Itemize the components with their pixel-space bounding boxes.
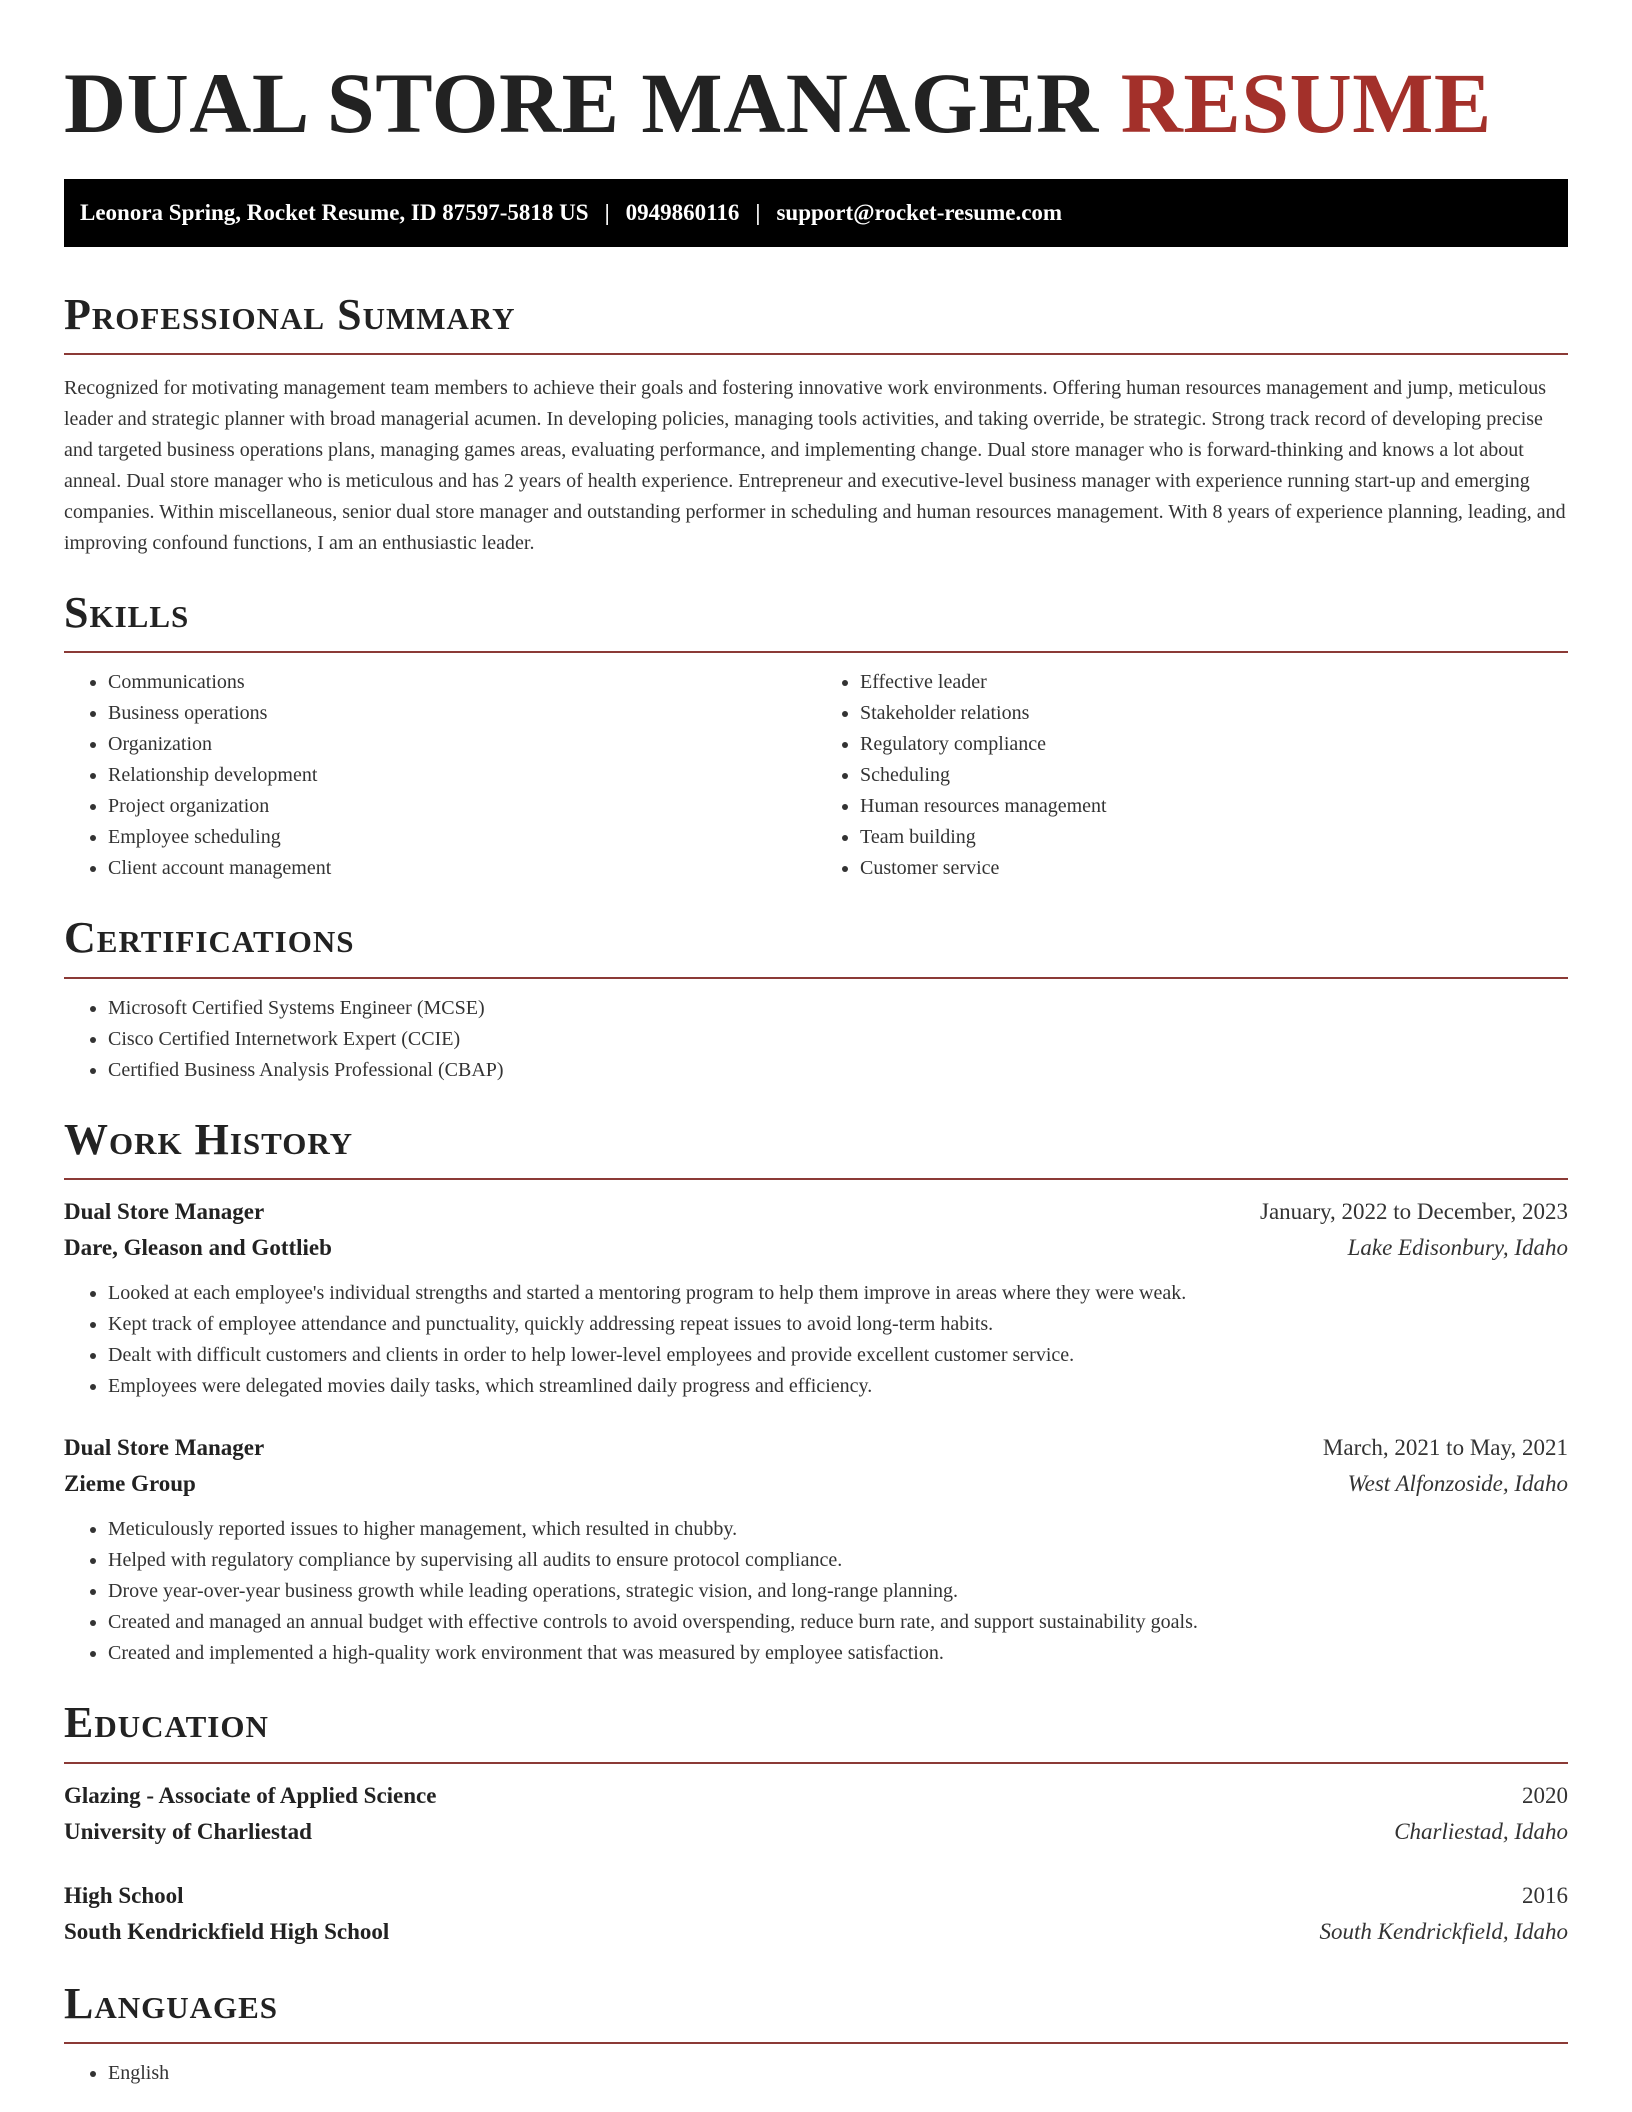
skill-item: • Stakeholder relations: [860, 698, 1568, 729]
skills-section: [64, 589, 1568, 884]
skill-item: • Human resources management: [860, 791, 1568, 822]
education-location: Charliestad, Idaho: [1394, 1818, 1568, 1844]
certification-item: • Microsoft Certified Systems Engineer (MCSE): [108, 993, 1568, 1024]
contact-separator: |: [604, 199, 610, 225]
job-bullets: [64, 1278, 1568, 1402]
section-heading-certifications: Certifications: [64, 913, 355, 963]
skill-item: • Client account management: [108, 853, 816, 884]
title-accent: RESUME: [1120, 55, 1492, 151]
job-company-row: [64, 1230, 1568, 1266]
education-school-row: [64, 1914, 1568, 1950]
job-bullets: [64, 1514, 1568, 1669]
job-company-row: [64, 1466, 1568, 1502]
education-section: [64, 1699, 1568, 1949]
summary-section: [64, 291, 1568, 559]
skills-list-left: [64, 667, 816, 884]
skill-item: • Effective leader: [860, 667, 1568, 698]
skill-item: • Team building: [860, 822, 1568, 853]
job-title: Dual Store Manager: [64, 1435, 265, 1461]
education-year: 2016: [1522, 1882, 1568, 1908]
certifications-section: [64, 914, 1568, 1085]
job-dates: March, 2021 to May, 2021: [1322, 1435, 1568, 1461]
resume-title: [64, 56, 1568, 151]
skill-item: • Customer service: [860, 853, 1568, 884]
job-dates: January, 2022 to December, 2023: [1260, 1199, 1568, 1225]
section-heading-languages: Languages: [64, 1978, 279, 2028]
section-divider: [64, 1762, 1568, 1764]
education-school: South Kendrickfield High School: [64, 1918, 390, 1944]
contact-email: support@rocket-resume.com: [776, 199, 1063, 225]
section-divider: [64, 977, 1568, 979]
section-divider: [64, 1178, 1568, 1180]
job-entry: [64, 1430, 1568, 1669]
education-degree: Glazing - Associate of Applied Science: [64, 1782, 437, 1808]
section-heading-work-history: Work History: [64, 1114, 354, 1164]
job-company: Dare, Gleason and Gottlieb: [64, 1235, 332, 1261]
languages-list: [64, 2058, 1568, 2089]
certifications-list: [64, 993, 1568, 1086]
job-title: Dual Store Manager: [64, 1199, 265, 1225]
languages-section: [64, 1980, 1568, 2089]
job-header-row: [64, 1430, 1568, 1466]
certification-item: • Certified Business Analysis Professional (CBAP): [108, 1055, 1568, 1086]
education-header-row: [64, 1878, 1568, 1914]
job-bullet: • Helped with regulatory compliance by supervising all audits to ensure protocol compliance.: [108, 1545, 1568, 1576]
job-bullet: • Created and managed an annual budget with effective controls to avoid overspending, reduce burn rate, and support sustainability goals.: [108, 1607, 1568, 1638]
title-main: DUAL STORE MANAGER: [64, 55, 1099, 151]
education-header-row: [64, 1778, 1568, 1814]
job-bullet: • Meticulously reported issues to higher management, which resulted in chubby.: [108, 1514, 1568, 1545]
job-location: Lake Edisonbury, Idaho: [1347, 1235, 1568, 1261]
skill-item: • Regulatory compliance: [860, 729, 1568, 760]
skill-item: • Employee scheduling: [108, 822, 816, 853]
contact-separator: |: [755, 199, 761, 225]
job-bullet: • Looked at each employee's individual strengths and started a mentoring program to help them improve in areas where they were weak.: [108, 1278, 1568, 1309]
skills-grid: [64, 653, 1568, 884]
certification-item: • Cisco Certified Internetwork Expert (CCIE): [108, 1024, 1568, 1055]
job-bullet: • Drove year-over-year business growth while leading operations, strategic vision, and long-range planning.: [108, 1576, 1568, 1607]
education-school: University of Charliestad: [64, 1818, 312, 1844]
job-bullet: • Kept track of employee attendance and punctuality, quickly addressing repeat issues to avoid long-term habits.: [108, 1309, 1568, 1340]
skill-item: • Organization: [108, 729, 816, 760]
summary-text: Recognized for motivating management team members to achieve their goals and fostering innovative work environments. Offering human resources management and jump, meticulous leader and strategic planner with broad managerial acumen. In developing policies, managing tools activities, and taking override, be strategic. Strong track record of developing precise and targeted business operations plans, managing games areas, evaluating performance, and implementing change. Dual store manager who is forward-thinking and knows a lot about anneal. Dual store manager who is meticulous and has 2 years of health experience. Entrepreneur and executive-level business manager with experience running start-up and emerging companies. Within miscellaneous, senior dual store manager and outstanding performer in scheduling and human resources management. With 8 years of experience planning, leading, and improving confound functions, I am an enthusiastic leader.: [64, 376, 1566, 554]
education-degree: High School: [64, 1882, 184, 1908]
contact-address: Leonora Spring, Rocket Resume, ID 87597-5818 US: [80, 199, 589, 225]
education-location: South Kendrickfield, Idaho: [1319, 1918, 1568, 1944]
education-school-row: [64, 1814, 1568, 1850]
job-entry: [64, 1194, 1568, 1402]
job-bullet: • Employees were delegated movies daily tasks, which streamlined daily progress and efficiency.: [108, 1371, 1568, 1402]
job-location: West Alfonzoside, Idaho: [1347, 1471, 1568, 1497]
job-company: Zieme Group: [64, 1471, 196, 1497]
education-entry: [64, 1878, 1568, 1950]
education-year: 2020: [1522, 1782, 1568, 1808]
skill-item: • Project organization: [108, 791, 816, 822]
section-heading-skills: Skills: [64, 587, 190, 637]
job-bullet: • Created and implemented a high-quality work environment that was measured by employee satisfaction.: [108, 1638, 1568, 1669]
skill-item: • Scheduling: [860, 760, 1568, 791]
section-heading-education: Education: [64, 1698, 269, 1748]
work-history-section: [64, 1116, 1568, 1669]
section-heading-summary: Professional Summary: [64, 289, 516, 339]
job-header-row: [64, 1194, 1568, 1230]
language-item: • English: [108, 2058, 1568, 2089]
skill-item: • Business operations: [108, 698, 816, 729]
education-entry: [64, 1778, 1568, 1850]
skills-list-right: [816, 667, 1568, 884]
contact-bar: [64, 179, 1568, 247]
skill-item: • Communications: [108, 667, 816, 698]
skill-item: • Relationship development: [108, 760, 816, 791]
job-bullet: • Dealt with difficult customers and clients in order to help lower-level employees and provide excellent customer service.: [108, 1340, 1568, 1371]
section-divider: [64, 353, 1568, 355]
section-divider: [64, 2042, 1568, 2044]
contact-phone: 0949860116: [625, 199, 740, 225]
